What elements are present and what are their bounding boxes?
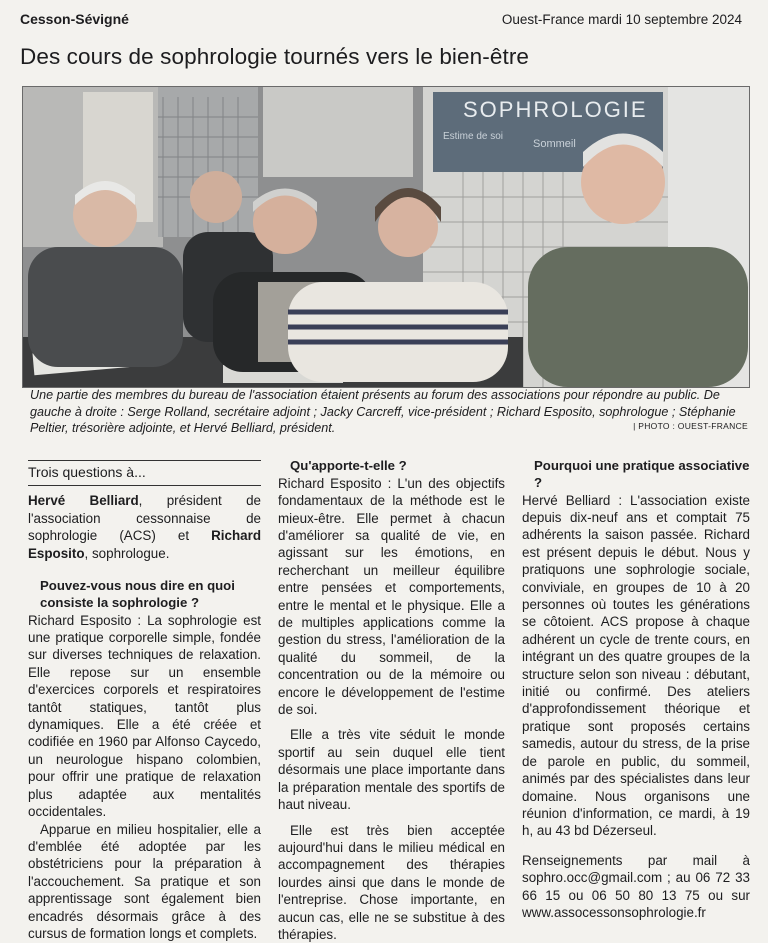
question-2: Qu'apporte-t-elle ? [290,458,407,473]
locality-label: Cesson-Sévigné [20,11,129,27]
answer-2-paragraph-2: Elle a très vite séduit le monde sportif au sein duquel elle tient désormais une place importante dans la préparation mentale des sportifs de haut niveau. [278,727,505,813]
answer-1-paragraph-1: Richard Esposito : La sophrologie est une pratique corporelle simple, fondée sur diverses techniques de relaxation. Elle repose sur un ensemble d'exercices corporels et respiratoires tantôt statiques, tantôt plus dynamiques. Elle a été créée et codifiée en 1960 par Alfonso Caycedo, un neurologue hispano colombien, pour offrir une pratique de relaxation plus adaptée aux mentalités occidentales. [28,612,261,820]
section-divider [28,485,261,486]
answer-2-paragraph-3: Elle est très bien acceptée aujourd'hui dans le milieu médical en accompagnement des thérapies lourdes ainsi que dans le monde de l'entreprise. Chose importante, en aucun cas, elle ne se substitue à des thérapies. [278,822,505,942]
sign-subtitle: Estime de soi [443,131,504,142]
photo-illustration [23,87,749,387]
section-title: Trois questions à... [28,464,146,480]
question-3: Pourquoi une pratique associative ? [534,458,750,490]
intro-paragraph [28,492,261,562]
article-headline: Des cours de sophrologie tournés vers le bien-être [20,44,530,69]
contact-info: Renseignements par mail à sophro.occ@gmail.com ; au 06 72 33 66 15 ou 06 50 80 13 75 ou sur www.assocessonsophrologie.fr [522,852,750,920]
sign-subtitle-2: Sommeil [533,138,576,150]
sign-title: SOPHROLOGIE [463,97,648,122]
photo-caption: Une partie des membres du bureau de l'association étaient présents au forum des associations pour répondre au public. De gauche à droite : Serge Rolland, secrétaire adjoint ; Jacky Carcreff, vice-président ; Richard Esposito, sophrologue ; Stéphanie Peltier, trésorière adjointe, et Hervé Belliard, président. [30,388,736,435]
question-1: Pouvez-vous nous dire en quoi consiste la sophrologie ? [40,578,235,610]
answer-2-paragraph-1: Richard Esposito : L'un des objectifs fondamentaux de la méthode est le mieux-être. Elle permet à chacun d'améliorer sa qualité de vie, en agissant sur les émotions, en recherchant un meilleur équilibre entre pensées et comportements, entre le mental et le physique. Elle a de multiples applications comme la gestion du stress, l'amélioration de la qualité du sommeil, de la concentration ou de la mémoire ou encore le développement de l'estime de soi. [278,475,505,718]
intro-text-2: , sophrologue. [84,545,170,561]
intro-name-2: Richard Esposito [28,528,261,561]
answer-1-paragraph-2: Apparue en milieu hospitalier, elle a d'emblée été adoptée par les obstétriciens pour la préparation à l'accouchement. Sa pratique et son apprentissage sont également bien encadrés désormais grâce à des cursus de formation longs et complets. [28,821,261,941]
answer-3-paragraph-1: Hervé Belliard : L'association existe depuis dix-neuf ans et comptait 75 adhérents la saison passée. Richard est présent depuis le début. Nous y pratiquons une sophrologie sociale, conviviale, en groupes de 10 à 20 personnes où toutes les générations se côtoient. ACS propose à chaque adhérent un cycle de trente cours, en intégrant un des quatre groupes de la structure selon son niveau : débutant, initié ou confirmé. Des ateliers d'approfondissement théorique et pratique sont proposés certains samedis, autour du stress, de la prise de parole en public, du sommeil, animés par des spécialistes dans leur domaine. Nous organisons une réunion d'information, ce mardi, à 19 h, au 43 bd Dézerseul. [522,492,750,839]
intro-name-1: Hervé Belliard [28,493,139,509]
article-photo [22,86,750,388]
column-2 [278,458,505,943]
publication-date: Ouest-France mardi 10 septembre 2024 [501,11,742,27]
column-3 [522,458,750,921]
page-header [20,10,742,28]
photo-credit: | PHOTO : OUEST-FRANCE [633,421,748,431]
column-1 [28,458,261,942]
intro-text-1: , président de l'association cessonnaise de sophrologie (ACS) et [28,493,261,544]
